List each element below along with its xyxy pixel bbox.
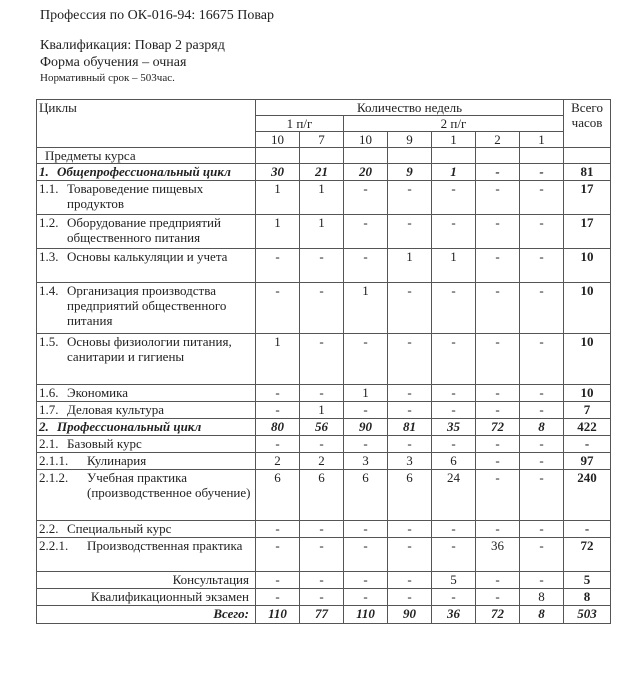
- hours-total-cell: 72: [564, 538, 611, 572]
- table-row: [37, 538, 611, 572]
- week-cell: -: [344, 215, 388, 249]
- week-cell: -: [388, 283, 432, 334]
- week-cell: -: [300, 538, 344, 572]
- row-number: 2.1.1.: [39, 453, 69, 468]
- row-label: [37, 470, 256, 521]
- table-row: [37, 589, 611, 606]
- week-cell: -: [256, 283, 300, 334]
- week-cell: 1: [344, 283, 388, 334]
- profession-line: Профессия по ОК-016-94: 16675 Повар: [40, 8, 275, 23]
- table-row: [37, 385, 611, 402]
- week-cell: 21: [300, 164, 344, 181]
- week-cell: -: [520, 164, 564, 181]
- week-cell: 110: [344, 606, 388, 624]
- row-title: Специальный курс: [67, 521, 172, 536]
- row-number: 1.3.: [39, 249, 59, 264]
- week-cell: 81: [388, 419, 432, 436]
- week-cell: -: [300, 249, 344, 283]
- hours-total-cell: 17: [564, 181, 611, 215]
- week-cell: -: [476, 385, 520, 402]
- row-number: 2.: [39, 419, 49, 434]
- table-row: [37, 453, 611, 470]
- week-cell: 1: [300, 181, 344, 215]
- row-label: [37, 334, 256, 385]
- table-row: [37, 181, 611, 215]
- week-cell: -: [256, 572, 300, 589]
- week-cell: -: [300, 572, 344, 589]
- week-cell: 6: [344, 470, 388, 521]
- row-number: 2.2.1.: [39, 538, 69, 553]
- week-cell: -: [300, 521, 344, 538]
- header-semester-2: 2 п/г: [344, 116, 564, 132]
- week-cell: -: [432, 521, 476, 538]
- week-cell: 2: [300, 453, 344, 470]
- week-cell: -: [476, 453, 520, 470]
- row-number: 1.7.: [39, 402, 59, 417]
- row-number: 1.1.: [39, 181, 59, 196]
- week-cell: -: [300, 334, 344, 385]
- week-cell: 72: [476, 606, 520, 624]
- table-row: [37, 419, 611, 436]
- week-cell: -: [388, 215, 432, 249]
- week-cell: -: [476, 402, 520, 419]
- header-total: Всего часов: [564, 100, 611, 148]
- hours-total-cell: 422: [564, 419, 611, 436]
- week-cell: -: [520, 385, 564, 402]
- row-title: Учебная практика (производственное обучение): [87, 470, 251, 500]
- row-number: 1.2.: [39, 215, 59, 230]
- row-title: Экономика: [67, 385, 129, 400]
- week-cell: -: [344, 589, 388, 606]
- week-cell: -: [256, 385, 300, 402]
- week-cell: -: [388, 385, 432, 402]
- week-cell: 30: [256, 164, 300, 181]
- week-cell: -: [388, 334, 432, 385]
- week-cell: -: [388, 402, 432, 419]
- hours-total-cell: 8: [564, 589, 611, 606]
- hours-total-cell: 17: [564, 215, 611, 249]
- hours-total-cell: 10: [564, 249, 611, 283]
- week-cell: -: [476, 436, 520, 453]
- week-cell: 80: [256, 419, 300, 436]
- week-cell: -: [344, 402, 388, 419]
- week-cell: -: [520, 334, 564, 385]
- week-cell: -: [476, 521, 520, 538]
- row-title: Деловая культура: [67, 402, 165, 417]
- week-cell: 5: [432, 572, 476, 589]
- week-cell: 1: [344, 385, 388, 402]
- row-label: Всего:: [37, 606, 256, 624]
- hours-total-cell: -: [564, 521, 611, 538]
- week-cell: -: [520, 453, 564, 470]
- week-cell: -: [256, 589, 300, 606]
- table-row: [37, 436, 611, 453]
- week-cell: 6: [300, 470, 344, 521]
- header-cycles: Циклы: [37, 100, 256, 148]
- week-cell: -: [520, 436, 564, 453]
- table-row: [37, 164, 611, 181]
- week-cell: -: [520, 572, 564, 589]
- week-cell: 8: [520, 589, 564, 606]
- week-cell: 6: [388, 470, 432, 521]
- curriculum-table: [36, 99, 611, 624]
- week-cell: -: [520, 283, 564, 334]
- week-cell: 1: [300, 215, 344, 249]
- week-cell: -: [432, 436, 476, 453]
- row-label: [37, 436, 256, 453]
- week-cell: -: [388, 538, 432, 572]
- row-label: [37, 385, 256, 402]
- week-cell: 1: [256, 334, 300, 385]
- header-weeks: Количество недель: [256, 100, 564, 116]
- week-cell: 6: [256, 470, 300, 521]
- table-row: [37, 283, 611, 334]
- week-cell: -: [476, 181, 520, 215]
- row-number: 1.4.: [39, 283, 59, 298]
- week-cell: -: [520, 215, 564, 249]
- row-label: [37, 419, 256, 436]
- week-cell: 1: [256, 215, 300, 249]
- row-title: Организация производства предприятий общественного питания: [67, 283, 227, 328]
- week-cell: -: [476, 215, 520, 249]
- week-cell: 1: [256, 181, 300, 215]
- hours-total-cell: 10: [564, 334, 611, 385]
- week-cell: -: [520, 470, 564, 521]
- row-label: [37, 164, 256, 181]
- row-title: Кулинария: [87, 453, 147, 468]
- week-cell: -: [432, 181, 476, 215]
- row-label: [37, 215, 256, 249]
- row-title: Оборудование предприятий общественного питания: [67, 215, 221, 245]
- week-cell: 9: [388, 164, 432, 181]
- row-label: [37, 402, 256, 419]
- week-cell: 1: [432, 164, 476, 181]
- study-form-line: Форма обучения – очная: [40, 55, 187, 70]
- row-number: 1.5.: [39, 334, 59, 349]
- week-count-2: 7: [300, 132, 344, 148]
- week-cell: -: [256, 402, 300, 419]
- week-cell: -: [256, 249, 300, 283]
- week-cell: -: [300, 589, 344, 606]
- week-cell: -: [476, 164, 520, 181]
- row-number: 1.6.: [39, 385, 59, 400]
- row-number: 2.2.: [39, 521, 59, 536]
- week-cell: 35: [432, 419, 476, 436]
- week-count-1: 10: [256, 132, 300, 148]
- table-row: [37, 470, 611, 521]
- row-label: Консультация: [37, 572, 256, 589]
- week-cell: 90: [388, 606, 432, 624]
- week-cell: -: [256, 436, 300, 453]
- week-cell: -: [432, 589, 476, 606]
- week-cell: -: [476, 572, 520, 589]
- table-row: [37, 334, 611, 385]
- duration-line: Нормативный срок – 503час.: [40, 72, 175, 84]
- week-cell: 8: [520, 419, 564, 436]
- hours-total-cell: 240: [564, 470, 611, 521]
- week-cell: -: [520, 249, 564, 283]
- week-cell: -: [388, 181, 432, 215]
- week-cell: -: [432, 215, 476, 249]
- row-title: Общепрофессиональный цикл: [57, 164, 231, 179]
- week-cell: 56: [300, 419, 344, 436]
- week-cell: -: [476, 283, 520, 334]
- hours-total-cell: 7: [564, 402, 611, 419]
- week-cell: 2: [256, 453, 300, 470]
- week-cell: 77: [300, 606, 344, 624]
- week-cell: -: [344, 249, 388, 283]
- week-cell: 1: [388, 249, 432, 283]
- week-cell: -: [388, 572, 432, 589]
- week-cell: 3: [388, 453, 432, 470]
- hours-total-cell: 5: [564, 572, 611, 589]
- week-cell: -: [476, 589, 520, 606]
- week-cell: -: [432, 402, 476, 419]
- row-label: [37, 283, 256, 334]
- hours-total-cell: 10: [564, 385, 611, 402]
- week-cell: -: [344, 521, 388, 538]
- week-cell: -: [476, 334, 520, 385]
- week-cell: -: [432, 283, 476, 334]
- week-cell: -: [520, 402, 564, 419]
- week-cell: -: [256, 521, 300, 538]
- row-number: 1.: [39, 164, 49, 179]
- table-row: [37, 521, 611, 538]
- table-row: [37, 606, 611, 624]
- week-count-7: 1: [520, 132, 564, 148]
- week-cell: -: [344, 572, 388, 589]
- week-cell: -: [344, 181, 388, 215]
- week-cell: -: [432, 334, 476, 385]
- row-label: [37, 249, 256, 283]
- week-cell: 3: [344, 453, 388, 470]
- row-label: [37, 453, 256, 470]
- week-cell: -: [476, 249, 520, 283]
- week-cell: -: [388, 521, 432, 538]
- week-cell: 20: [344, 164, 388, 181]
- hours-total-cell: 97: [564, 453, 611, 470]
- week-cell: -: [300, 283, 344, 334]
- row-label: Квалификационный экзамен: [37, 589, 256, 606]
- week-cell: -: [432, 385, 476, 402]
- row-title: Производственная практика: [87, 538, 243, 553]
- week-cell: -: [344, 436, 388, 453]
- table-row: [37, 572, 611, 589]
- week-count-4: 9: [388, 132, 432, 148]
- week-cell: -: [520, 181, 564, 215]
- hours-total-cell: -: [564, 436, 611, 453]
- qualification-line: Квалификация: Повар 2 разряд: [40, 38, 225, 53]
- row-number: 2.1.: [39, 436, 59, 451]
- row-title: Основы калькуляции и учета: [67, 249, 228, 264]
- week-cell: 24: [432, 470, 476, 521]
- row-title: Товароведение пищевых продуктов: [67, 181, 204, 211]
- week-cell: 36: [476, 538, 520, 572]
- week-count-5: 1: [432, 132, 476, 148]
- table-row: [37, 215, 611, 249]
- week-cell: -: [432, 538, 476, 572]
- week-cell: -: [388, 589, 432, 606]
- row-title: Профессиональный цикл: [57, 419, 202, 434]
- week-cell: 6: [432, 453, 476, 470]
- week-cell: 1: [300, 402, 344, 419]
- subjects-label: Предметы курса: [37, 148, 256, 164]
- week-cell: 1: [432, 249, 476, 283]
- table-row: [37, 402, 611, 419]
- week-cell: -: [256, 538, 300, 572]
- header-semester-1: 1 п/г: [256, 116, 344, 132]
- week-cell: -: [300, 385, 344, 402]
- hours-total-cell: 10: [564, 283, 611, 334]
- week-cell: 110: [256, 606, 300, 624]
- week-cell: -: [300, 436, 344, 453]
- row-number: 2.1.2.: [39, 470, 69, 485]
- week-cell: 8: [520, 606, 564, 624]
- row-title: Основы физиологии питания, санитарии и гигиены: [67, 334, 232, 364]
- hours-total-cell: 81: [564, 164, 611, 181]
- hours-total-cell: 503: [564, 606, 611, 624]
- week-cell: -: [520, 538, 564, 572]
- week-count-6: 2: [476, 132, 520, 148]
- week-cell: -: [388, 436, 432, 453]
- row-label: [37, 181, 256, 215]
- week-cell: 36: [432, 606, 476, 624]
- row-label: [37, 521, 256, 538]
- week-count-3: 10: [344, 132, 388, 148]
- week-cell: -: [344, 334, 388, 385]
- week-cell: -: [476, 470, 520, 521]
- row-label: [37, 538, 256, 572]
- week-cell: -: [344, 538, 388, 572]
- week-cell: 90: [344, 419, 388, 436]
- week-cell: 72: [476, 419, 520, 436]
- table-row: [37, 249, 611, 283]
- row-title: Базовый курс: [67, 436, 142, 451]
- week-cell: -: [520, 521, 564, 538]
